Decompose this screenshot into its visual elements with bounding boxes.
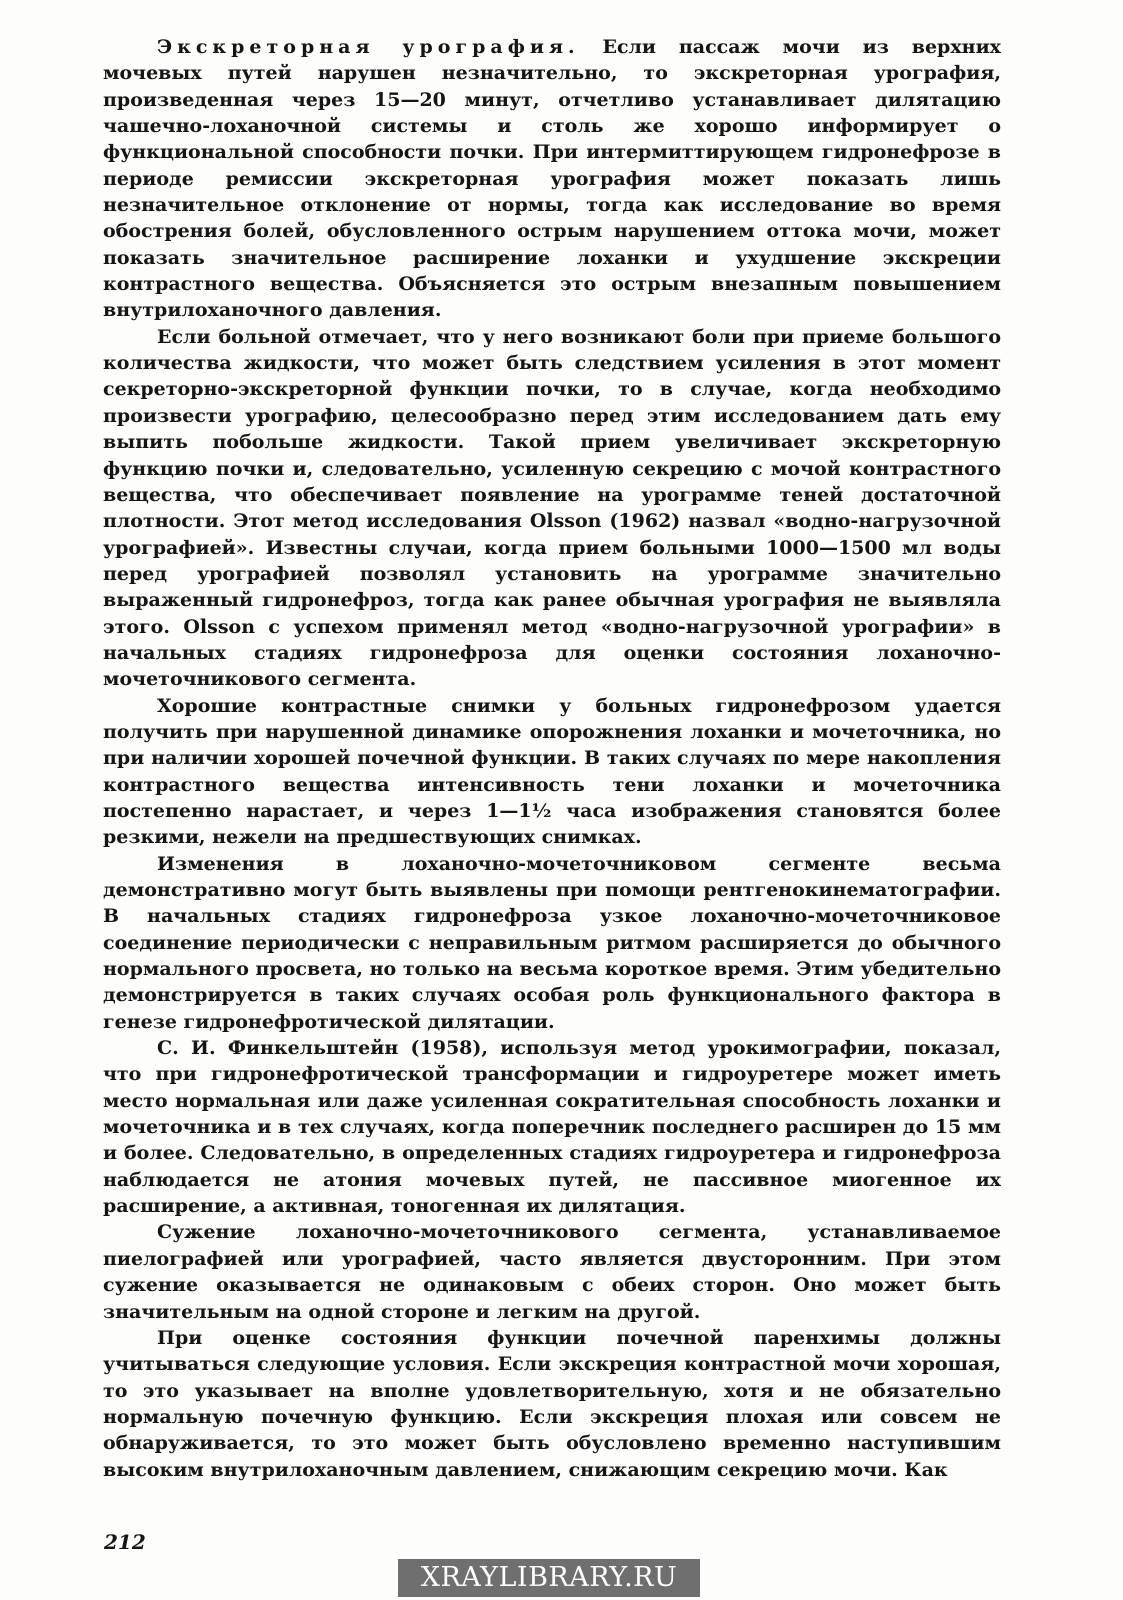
page-number: 212 bbox=[104, 1530, 146, 1554]
paragraph-5: С. И. Финкельштейн (1958), используя метод урокимографии, показал, что при гидронефротической трансформации и гидроуретере может иметь место нормальная или даже усиленная сократительная способность лоханки и мочеточника и в тех случаях, когда поперечник последнего расширен до 15 мм и более. Следовательно, в определенных стадиях гидроуретера и гидронефроза наблюдается не атония мочевых путей, не пассивное миогенное их расширение, а активная, тоногенная их дилятация. bbox=[103, 1037, 1001, 1218]
paragraph-1 bbox=[103, 34, 1001, 324]
paragraph-6: Сужение лоханочно-мочеточникового сегмента, устанавливаемое пиелографией или урографией, часто является двусторонним. При этом сужение оказывается не одинаковым с обеих сторон. Оно может быть значительным на одной стороне и легким на другой. bbox=[103, 1221, 1001, 1323]
section-heading: Экскреторная урография. bbox=[157, 36, 580, 58]
watermark-banner[interactable]: XRAYLIBRARY.RU bbox=[398, 1559, 700, 1597]
paragraph-2: Если больной отмечает, что у него возникают боли при приеме большого количества жидкости, что может быть следствием усиления в этот момент секреторно-экскреторной функции почки, то в случае, когда необходимо произвести урографию, целесообразно перед этим исследованием дать ему выпить побольше жидкости. Такой прием увеличивает экскреторную функцию почки и, следовательно, усиленную секрецию с мочой контрастного вещества, что обеспечивает появление на урограмме теней достаточной плотности. Этот метод исследования Olsson (1962) назвал «водно-нагрузочной урографией». Известны случаи, когда прием больными 1000—1500 мл воды перед урографией позволял установить на урограмме значительно выраженный гидронефроз, тогда как ранее обычная урография не выявляла этого. Olsson с успехом применял метод «водно-нагрузочной урографии» в начальных стадиях гидронефроза для оценки состояния лоханочно-мочеточникового сегмента. bbox=[103, 325, 1001, 691]
paragraph-3: Хорошие контрастные снимки у больных гидронефрозом удается получить при нарушенной динамике опорожнения лоханки и мочеточника, но при наличии хорошей почечной функции. В таких случаях по мере накопления контрастного вещества интенсивность тени лоханки и мочеточника постепенно нарастает, и через 1—1½ часа изображения становятся более резкими, нежели на предшествующих снимках. bbox=[103, 694, 1001, 849]
paragraph-7: При оценке состояния функции почечной паренхимы должны учитываться следующие условия. Если экскреция контрастной мочи хорошая, то это указывает на вполне удовлетворительную, хотя и не обязательно нормальную почечную функцию. Если экскреция плохая или совсем не обнаруживается, то это может быть обусловлено временно наступившим высоким внутрилоханочным давлением, снижающим секрецию мочи. Как bbox=[103, 1326, 1001, 1481]
paragraph-4: Изменения в лоханочно-мочеточниковом сегменте весьма демонстративно могут быть выявлены при помощи рентгенокинематографии. В начальных стадиях гидронефроза узкое лоханочно-мочеточниковое соединение периодически с неправильным ритмом расширяется до обычного нормального просвета, но только на весьма короткое время. Этим убедительно демонстрируется в таких случаях особая роль функционального фактора в генезе гидронефротической дилятации. bbox=[103, 852, 1001, 1033]
paragraph-1-text: Если пассаж мочи из верхних мочевых путей нарушен незначительно, то экскреторная урография, произведенная через 15—20 минут, отчетливо устанавливает дилятацию чашечно-лоханочной системы и столь же хорошо информирует о функциональной способности почки. При интермиттирующем гидронефрозе в периоде ремиссии экскреторная урография может показать лишь незначительное отклонение от нормы, тогда как исследование во время обострения болей, обусловленного острым нарушением оттока мочи, может показать значительное расширение лоханки и ухудшение экскреции контрастного вещества. Объясняется это острым внезапным повышением внутрилоханочного давления. bbox=[103, 36, 1001, 322]
body-text bbox=[103, 34, 1001, 1483]
